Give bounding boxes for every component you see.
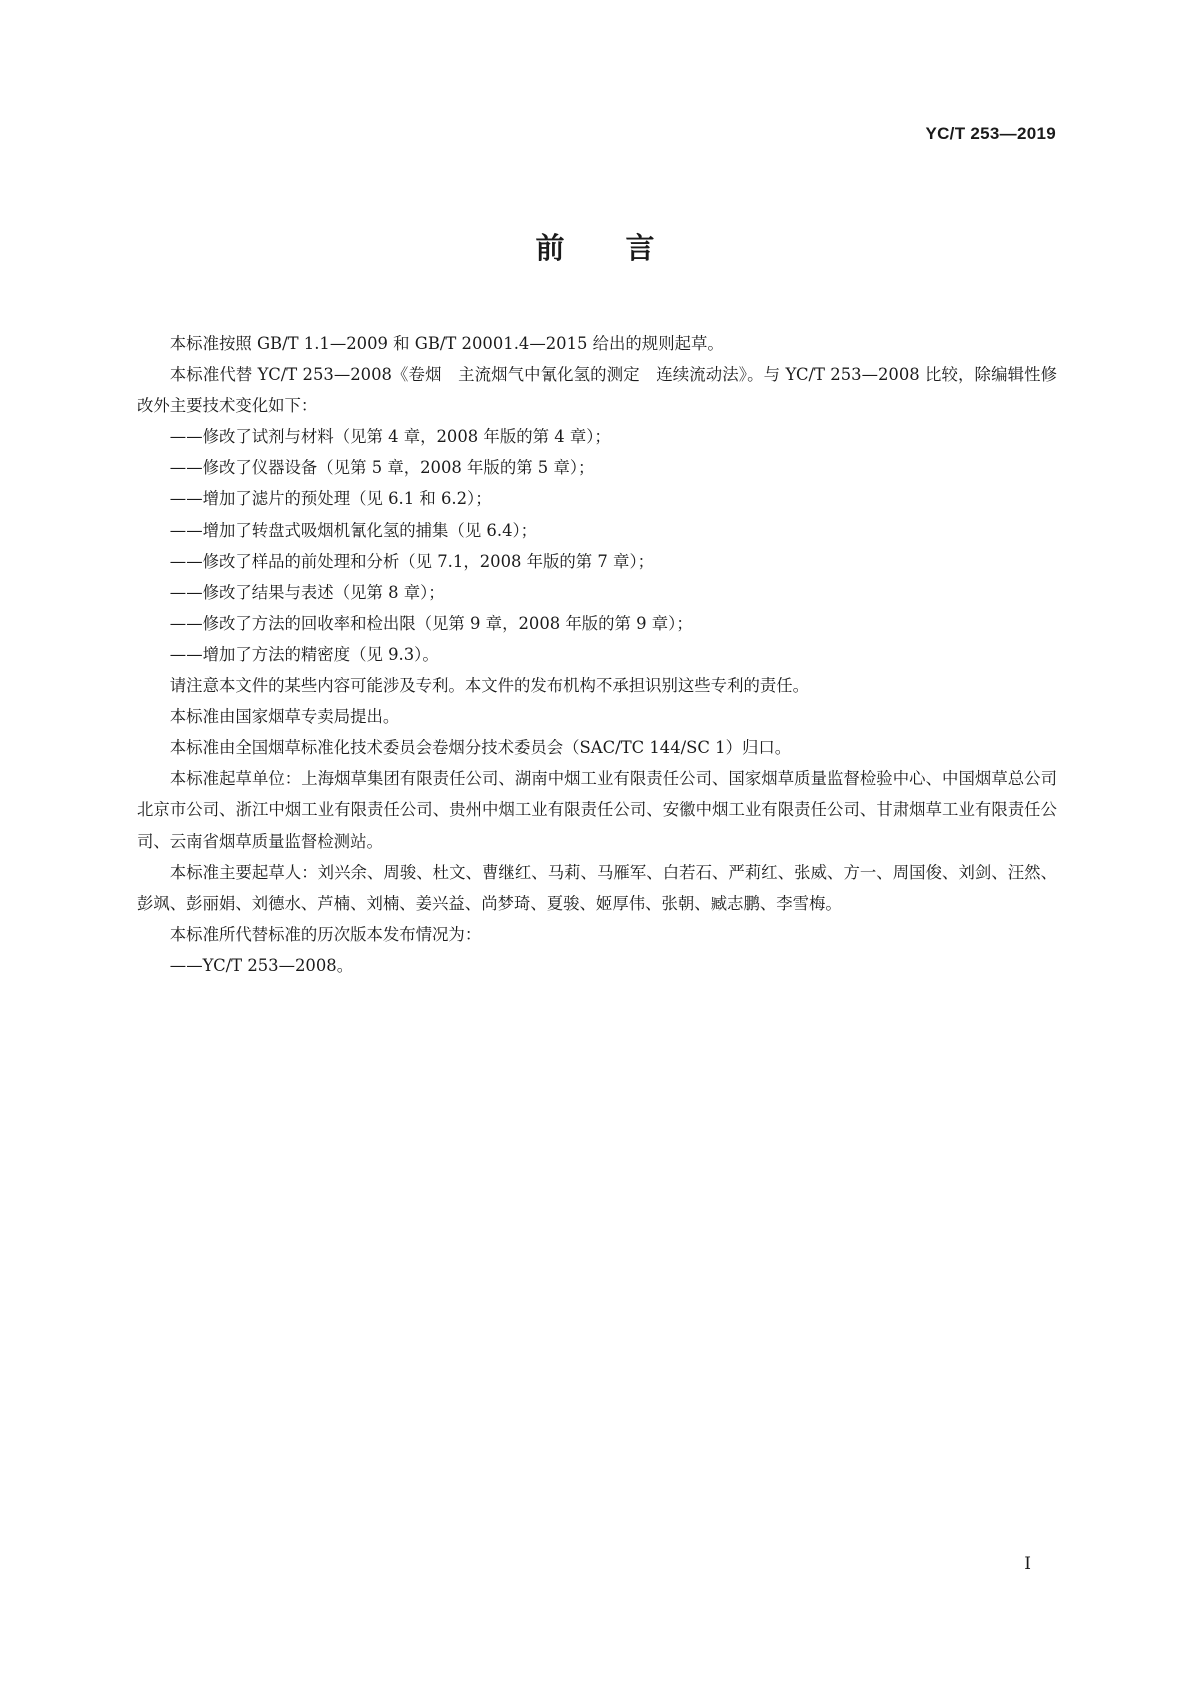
- change-item: ——修改了方法的回收率和检出限（见第 9 章，2008 年版的第 9 章）；: [169, 613, 693, 633]
- paragraph-drafting-units: 本标准起草单位：上海烟草集团有限责任公司、湖南中烟工业有限责任公司、国家烟草质量监督检验中心、中国烟草总公司北京市公司、浙江中烟工业有限责任公司、贵州中烟工业有限责任公司、安徽中烟工业有限责任公司、甘肃烟草工业有限责任公司、云南省烟草质量监督检测站。: [137, 769, 1057, 851]
- title-char-2: 言: [625, 231, 656, 265]
- paragraph-patent-notice: 请注意本文件的某些内容可能涉及专利。本文件的发布机构不承担识别这些专利的责任。: [169, 676, 810, 696]
- change-item: ——修改了仪器设备（见第 5 章，2008 年版的第 5 章）；: [169, 458, 595, 478]
- page-title: [0, 226, 1191, 267]
- change-item: ——增加了方法的精密度（见 9.3）。: [169, 644, 439, 664]
- paragraph-drafters: 本标准主要起草人：刘兴余、周骏、杜文、曹继红、马莉、马雁军、白若石、严莉红、张威、方一、周国俊、刘剑、汪然、彭飒、彭丽娟、刘德水、芦楠、刘楠、姜兴益、尚梦琦、夏骏、姬厚伟、张朝、臧志鹏、李雪梅。: [137, 862, 1057, 913]
- paragraph-drafting-rules: 本标准按照 GB/T 1.1—2009 和 GB/T 20001.4—2015 给出的规则起草。: [169, 334, 724, 353]
- change-item: ——增加了转盘式吸烟机氰化氢的捕集（见 6.4）；: [169, 520, 538, 540]
- paragraph-replaces: 本标准代替 YC/T 253—2008《卷烟 主流烟气中氰化氢的测定 连续流动法》。与 YC/T 253—2008 比较，除编辑性修改外主要技术变化如下：: [137, 365, 1057, 416]
- change-item: ——增加了滤片的预处理（见 6.1 和 6.2）；: [169, 489, 492, 509]
- title-char-1: 前: [535, 231, 566, 265]
- document-code: YC/T 253—2019: [925, 124, 1056, 143]
- foreword-body: [137, 328, 1057, 981]
- page-number: I: [1024, 1554, 1031, 1574]
- change-item: ——修改了结果与表述（见第 8 章）；: [169, 582, 445, 602]
- history-item: ——YC/T 253—2008。: [169, 955, 354, 975]
- paragraph-proposed-by: 本标准由国家烟草专卖局提出。: [169, 707, 400, 727]
- change-item: ——修改了样品的前处理和分析（见 7.1，2008 年版的第 7 章）；: [169, 551, 655, 571]
- paragraph-centralized-by: 本标准由全国烟草标准化技术委员会卷烟分技术委员会（SAC/TC 144/SC 1）归口。: [169, 738, 792, 758]
- change-item: ——修改了试剂与材料（见第 4 章，2008 年版的第 4 章）；: [169, 427, 611, 447]
- paragraph-version-history: 本标准所代替标准的历次版本发布情况为：: [169, 924, 482, 944]
